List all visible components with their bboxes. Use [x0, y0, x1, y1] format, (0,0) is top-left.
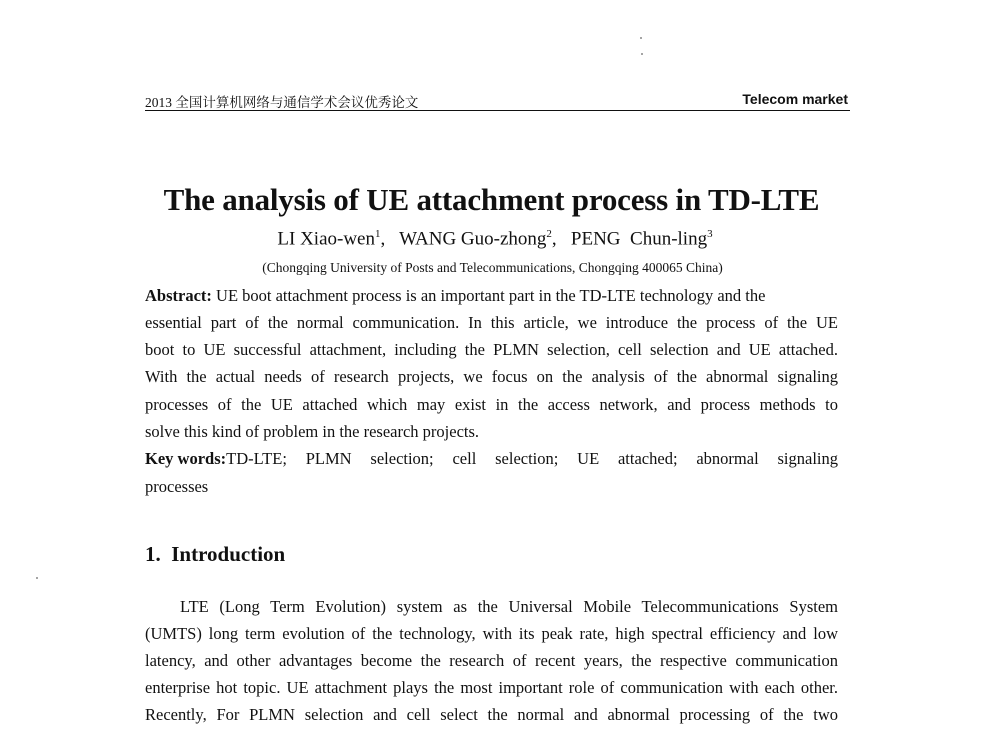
author-list — [0, 228, 990, 250]
abstract-line — [145, 286, 838, 306]
body-line: latency, and other advantages become the research of recent years, the respective communication — [145, 651, 838, 670]
body-line: Recently, For PLMN selection and cell select the normal and abnormal processing of the two — [145, 705, 838, 724]
keywords-text: TD-LTE; PLMN selection; cell selection; UE attached; abnormal signaling — [226, 449, 838, 468]
abstract-text: UE boot attachment process is an important part in the TD-LTE technology and the — [211, 286, 766, 305]
section-heading: 1. Introduction — [145, 542, 286, 566]
body-line: enterprise hot topic. UE attachment plays the most important role of communication with each other. — [145, 678, 838, 697]
author-mark: 2 — [546, 228, 552, 240]
keywords-line: processes — [145, 477, 209, 496]
author-mark: 3 — [707, 228, 713, 240]
author-mark: 1 — [375, 228, 381, 240]
scan-speck — [640, 37, 642, 39]
body-line: LTE (Long Term Evolution) system as the Universal Mobile Telecommunications System — [180, 597, 838, 616]
scan-speck — [641, 53, 643, 55]
abstract-line: processes of the UE attached which may exist in the access network, and process methods to — [145, 395, 838, 414]
author-separator: , — [551, 228, 571, 250]
keywords-label: Key words: — [145, 449, 227, 468]
abstract-line: solve this kind of problem in the research projects. — [145, 422, 480, 441]
scan-speck — [36, 577, 38, 579]
abstract-line: essential part of the normal communication. In this article, we introduce the process of the UE — [145, 313, 838, 332]
keywords-line — [145, 449, 838, 469]
author-separator: , — [380, 228, 400, 250]
author-name: PENG Chun-ling — [570, 228, 708, 250]
header-conference: 2013 全国计算机网络与通信学术会议优秀论文 — [145, 95, 419, 110]
header-journal: Telecom market — [742, 91, 848, 107]
author-name: WANG Guo-zhong — [399, 228, 547, 250]
body-line: (UMTS) long term evolution of the technology, with its peak rate, high spectral efficiency and low — [145, 624, 838, 643]
abstract-label: Abstract: — [145, 286, 212, 305]
abstract-line: boot to UE successful attachment, including the PLMN selection, cell selection and UE attached. — [145, 340, 838, 359]
paper-title: The analysis of UE attachment process in TD-LTE — [163, 182, 820, 217]
author-name: LI Xiao-wen — [277, 228, 375, 250]
running-header — [145, 90, 850, 111]
affiliation: (Chongqing University of Posts and Telecommunications, Chongqing 400065 China) — [262, 260, 723, 275]
abstract-line: With the actual needs of research projects, we focus on the analysis of the abnormal signaling — [145, 367, 838, 386]
